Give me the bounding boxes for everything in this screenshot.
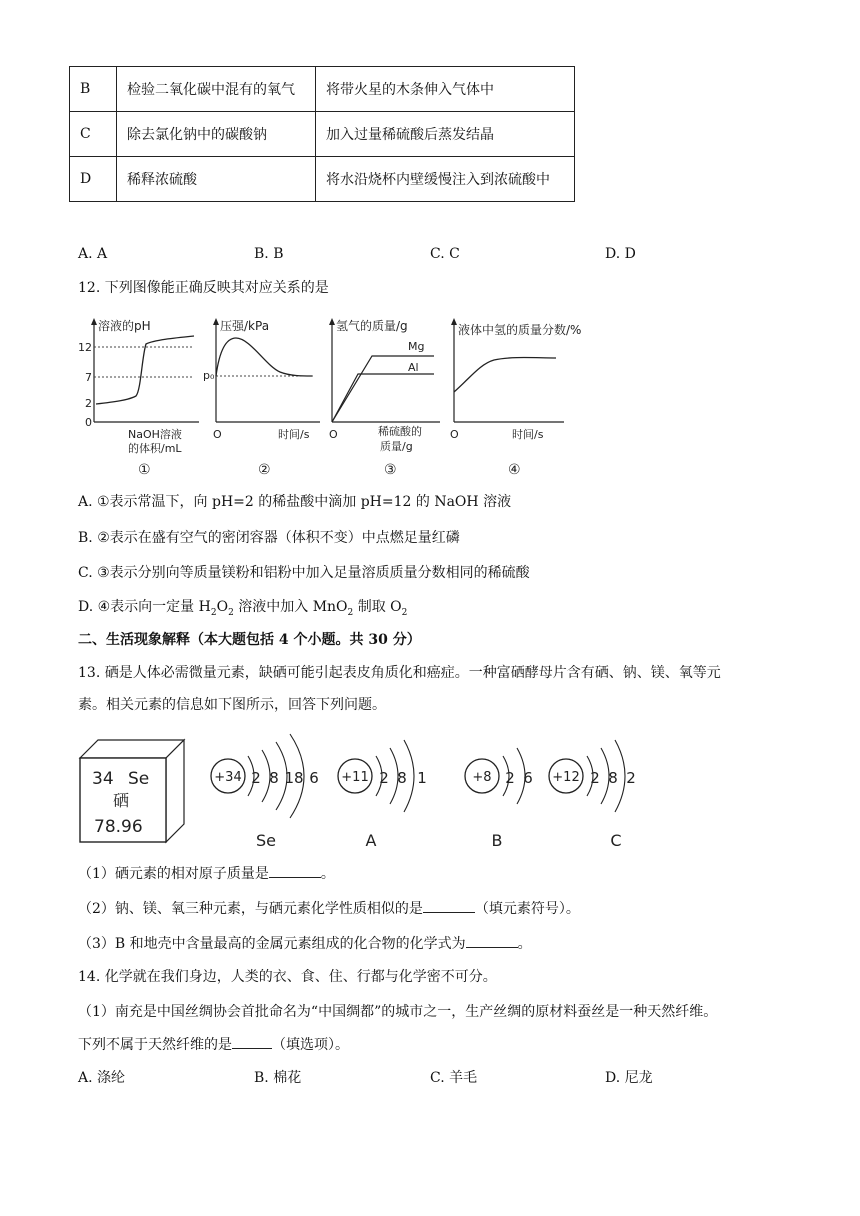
sub2-text: （2）钠、镁、氧三种元素，与硒元素化学性质相似的是 xyxy=(78,901,423,917)
row-letter: B xyxy=(70,67,117,112)
shell-count: 8 xyxy=(269,769,279,787)
q14-stem: 14. 化学就在我们身边，人类的衣、食、住、行都与化学密不可分。 xyxy=(78,969,497,985)
option-d-text-3: 溶液中加入 MnO xyxy=(233,599,348,615)
answer-blank[interactable] xyxy=(232,1036,272,1049)
atom-a xyxy=(338,740,427,850)
table-row xyxy=(70,67,575,112)
row-purpose: 除去氯化钠中的碳酸钠 xyxy=(117,112,316,157)
y-axis-label: 氢气的质量/g xyxy=(336,319,408,333)
graph-number: ③ xyxy=(384,462,397,478)
q13-sub1 xyxy=(78,864,335,884)
y-axis-arrow xyxy=(91,318,97,325)
row-letter: C xyxy=(70,112,117,157)
choice-c[interactable]: C. C xyxy=(430,246,460,262)
shell-count: 2 xyxy=(626,769,636,787)
q14-sub1-line2 xyxy=(78,1035,349,1055)
nucleus-charge: +11 xyxy=(341,770,369,785)
nucleus-charge: +8 xyxy=(472,770,492,785)
answer-blank[interactable] xyxy=(466,935,518,948)
subscript: 2 xyxy=(347,607,354,618)
section-heading: 二、生活现象解释（本大题包括 4 个小题。共 30 分） xyxy=(78,632,421,648)
x-axis-label: 时间/s xyxy=(278,428,310,441)
graph-pressure xyxy=(198,316,328,478)
series-mg-label: Mg xyxy=(408,340,425,353)
y-axis-label: 液体中氢的质量分数/% xyxy=(458,323,582,337)
curve xyxy=(216,338,312,376)
q13-stem-line2: 素。相关元素的信息如下图所示，回答下列问题。 xyxy=(78,697,386,713)
atom-label: A xyxy=(365,831,377,850)
series-al-label: Al xyxy=(408,361,419,374)
x-axis-label-2: 质量/g xyxy=(380,440,413,453)
atom-se xyxy=(211,734,319,850)
y-axis-label: 溶液的pH xyxy=(98,319,151,333)
answer-blank[interactable] xyxy=(423,900,475,913)
option-d-text-2: O xyxy=(216,599,229,615)
element-symbol: Se xyxy=(128,769,150,789)
q11-choices xyxy=(78,244,778,264)
nucleus-charge: +34 xyxy=(214,770,242,785)
x-axis-label-2: 的体积/mL xyxy=(128,442,182,455)
row-purpose: 检验二氧化碳中混有的氧气 xyxy=(117,67,316,112)
subscript: 2 xyxy=(210,607,217,618)
atom-label: Se xyxy=(256,831,276,850)
shell-count: 18 xyxy=(284,769,304,787)
table-row xyxy=(70,112,575,157)
choice-b[interactable]: B. B xyxy=(254,246,284,262)
atom-label: B xyxy=(491,831,503,850)
element-name: 硒 xyxy=(113,791,130,810)
shell-count: 6 xyxy=(309,769,319,787)
sub1-text: （1）硒元素的相对原子质量是 xyxy=(78,866,269,882)
ytick-7: 7 xyxy=(85,371,92,384)
y-axis-arrow xyxy=(451,318,457,325)
graph-number: ① xyxy=(138,462,151,478)
card-side-face xyxy=(166,740,184,842)
table-row xyxy=(70,157,575,202)
x-axis-label-1: NaOH溶液 xyxy=(128,428,182,441)
ytick-0: 0 xyxy=(85,416,92,429)
q12-option-d[interactable] xyxy=(78,597,407,623)
row-method: 将带火星的木条伸入气体中 xyxy=(316,67,575,112)
element-card xyxy=(76,736,188,846)
q13-sub2 xyxy=(78,899,580,919)
sub1-end: 。 xyxy=(320,866,335,882)
choice-d[interactable]: D. 尼龙 xyxy=(605,1070,653,1086)
sub3-end: 。 xyxy=(517,936,532,952)
row-letter: D xyxy=(70,157,117,202)
shell-count: 8 xyxy=(397,769,407,787)
sub1-end: （填选项）。 xyxy=(272,1037,349,1053)
atomic-number: 34 xyxy=(92,769,114,789)
atomic-mass: 78.96 xyxy=(94,817,143,837)
graph-mass-fraction xyxy=(442,316,612,478)
q12-option-b[interactable]: B. ②表示在盛有空气的密闭容器（体积不变）中点燃足量红磷 xyxy=(78,530,460,546)
q14-choices xyxy=(78,1068,778,1088)
shell-count: 6 xyxy=(523,769,533,787)
option-d-text-1: D. ④表示向一定量 H xyxy=(78,599,211,615)
graph-ph xyxy=(78,316,214,478)
curve xyxy=(454,358,556,393)
graph-hydrogen xyxy=(318,316,448,478)
choice-d[interactable]: D. D xyxy=(605,246,636,262)
q12-option-a[interactable]: A. ①表示常温下，向 pH=2 的稀盐酸中滴加 pH=12 的 NaOH 溶液 xyxy=(78,494,512,510)
series-al-line xyxy=(332,374,434,422)
shell-count: 2 xyxy=(505,769,515,787)
answer-blank[interactable] xyxy=(269,865,321,878)
series-mg-line xyxy=(332,356,434,422)
row-method: 加入过量稀硫酸后蒸发结晶 xyxy=(316,112,575,157)
q12-stem: 12. 下列图像能正确反映其对应关系的是 xyxy=(78,280,329,296)
row-purpose: 稀释浓硫酸 xyxy=(117,157,316,202)
choice-c[interactable]: C. 羊毛 xyxy=(430,1070,478,1086)
graph-number: ④ xyxy=(508,462,521,478)
origin: O xyxy=(329,428,338,441)
nucleus-charge: +12 xyxy=(552,770,580,785)
x-axis-label-1: 稀硫酸的 xyxy=(378,425,422,438)
shell-count: 2 xyxy=(251,769,261,787)
shell-count: 8 xyxy=(608,769,618,787)
row-method: 将水沿烧杯内壁缓慢注入到浓硫酸中 xyxy=(316,157,575,202)
options-table xyxy=(69,66,575,202)
ytick-12: 12 xyxy=(78,341,92,354)
sub1-text: 下列不属于天然纤维的是 xyxy=(78,1037,232,1053)
q14-sub1-line1: （1）南充是中国丝绸协会首批命名为“中国绸都”的城市之一，生产丝绸的原材料蚕丝是一种天然纤维。 xyxy=(78,1004,718,1020)
x-axis-label: 时间/s xyxy=(512,428,544,441)
origin: O xyxy=(213,428,222,441)
sub3-text: （3）B 和地壳中含量最高的金属元素组成的化合物的化学式为 xyxy=(78,936,466,952)
atom-b xyxy=(465,748,533,850)
sub2-end: （填元素符号）。 xyxy=(474,901,580,917)
option-d-text-4: 制取 O xyxy=(353,599,402,615)
q13-stem-line1: 13. 硒是人体必需微量元素，缺硒可能引起表皮角质化和癌症。一种富硒酵母片含有硒、钠、镁、氧等元 xyxy=(78,665,721,681)
choice-a[interactable]: A. 涤纶 xyxy=(78,1070,126,1086)
q12-option-c[interactable]: C. ③表示分别向等质量镁粉和铝粉中加入足量溶质质量分数相同的稀硫酸 xyxy=(78,565,530,581)
ytick-2: 2 xyxy=(85,397,92,410)
atom-label: C xyxy=(610,831,622,850)
atom-c xyxy=(549,740,636,850)
y-axis-label: 压强/kPa xyxy=(220,319,270,333)
shell-count: 1 xyxy=(417,769,427,787)
origin: O xyxy=(450,428,459,441)
q13-sub3 xyxy=(78,934,532,954)
atom-diagrams xyxy=(200,728,640,856)
choice-b[interactable]: B. 棉花 xyxy=(254,1070,302,1086)
choice-a[interactable]: A. A xyxy=(78,246,108,262)
shell-count: 2 xyxy=(590,769,600,787)
subscript: 2 xyxy=(228,607,234,618)
shell-count: 2 xyxy=(379,769,389,787)
curve xyxy=(96,336,194,404)
y-axis-arrow xyxy=(213,318,219,325)
graph-number: ② xyxy=(258,462,271,478)
ytick-p0: p₀ xyxy=(203,369,215,382)
subscript: 2 xyxy=(401,607,408,618)
y-axis-arrow xyxy=(329,318,335,325)
